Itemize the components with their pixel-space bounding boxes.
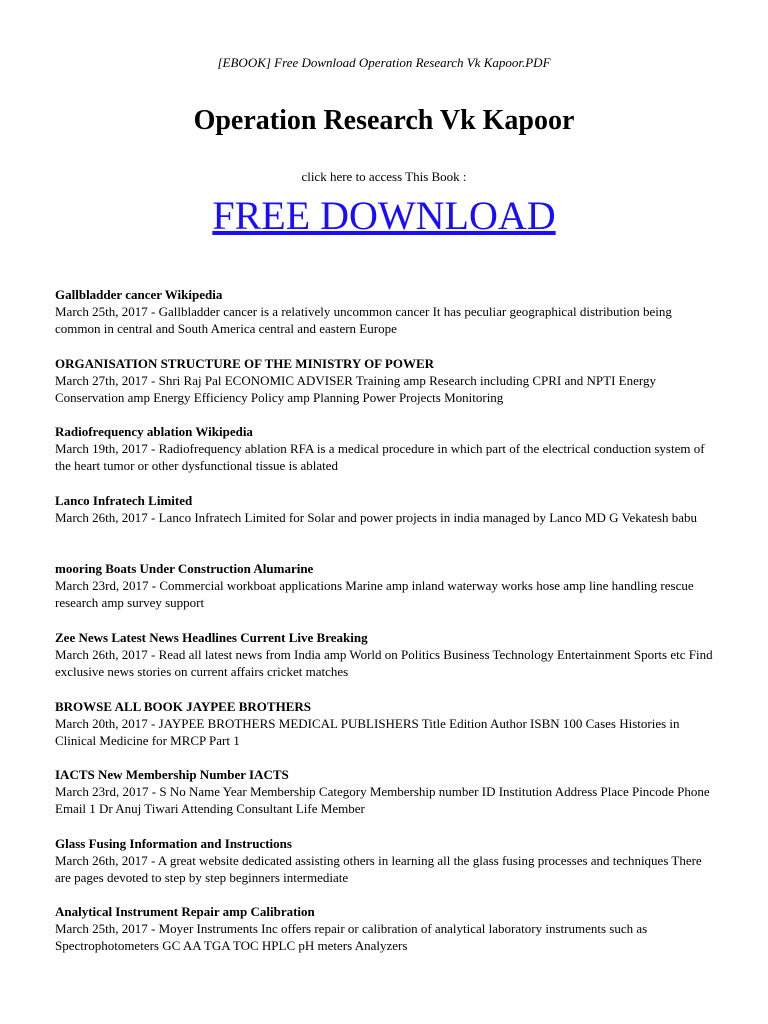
ebook-header: [EBOOK] Free Download Operation Research Vk Kapoor.PDF <box>217 55 551 70</box>
entry-title: mooring Boats Under Construction Alumarine <box>55 561 314 577</box>
entry-description: March 19th, 2017 - Radiofrequency ablation RFA is a medical procedure in which part of the electrical conduction system of the heart tumor or other dysfunctional tissue is ablated <box>55 441 705 474</box>
free-download-link[interactable]: FREE DOWNLOAD <box>212 193 556 238</box>
entry-title: IACTS New Membership Number IACTS <box>55 767 289 783</box>
entry-description: March 27th, 2017 - Shri Raj Pal ECONOMIC ADVISER Training amp Research including CPRI and NPTI Energy Conservation amp Energy Efficiency Policy amp Planning Power Projects Monitoring <box>55 372 656 405</box>
entry-list <box>55 286 715 972</box>
list-item <box>55 903 715 972</box>
entry-title: Radiofrequency ablation Wikipedia <box>55 424 253 440</box>
list-item <box>55 698 715 767</box>
page-title: Operation Research Vk Kapoor <box>193 105 575 136</box>
list-item <box>55 423 715 492</box>
entry-title: Zee News Latest News Headlines Current Live Breaking <box>55 629 368 645</box>
entry-description: March 25th, 2017 - Moyer Instruments Inc offers repair or calibration of analytical laboratory instruments such as Spectrophotometers GC AA TGA TOC HPLC pH meters Analyzers <box>55 921 648 954</box>
entry-title: Analytical Instrument Repair amp Calibration <box>55 904 315 920</box>
list-item <box>55 355 715 424</box>
entry-description: March 26th, 2017 - Read all latest news from India amp World on Politics Business Technology Entertainment Sports etc Find exclusive news stories on current affairs cricket matches <box>55 646 713 679</box>
entry-title: Lanco Infratech Limited <box>55 492 193 508</box>
entry-description: March 20th, 2017 - JAYPEE BROTHERS MEDICAL PUBLISHERS Title Edition Author ISBN 100 Cases Histories in Clinical Medicine for MRCP Part 1 <box>55 715 680 748</box>
list-item <box>55 560 715 629</box>
entry-title: ORGANISATION STRUCTURE OF THE MINISTRY OF POWER <box>55 355 434 371</box>
entry-description: March 23rd, 2017 - Commercial workboat applications Marine amp inland waterway works hose amp line handling rescue research amp survey support <box>55 578 694 611</box>
list-item <box>55 835 715 904</box>
list-item <box>55 629 715 698</box>
list-item <box>55 286 715 355</box>
list-item <box>55 492 715 561</box>
entry-title: Gallbladder cancer Wikipedia <box>55 287 223 302</box>
entry-description: March 26th, 2017 - Lanco Infratech Limited for Solar and power projects in india managed by Lanco MD G Vekatesh babu <box>55 509 697 525</box>
entry-title: BROWSE ALL BOOK JAYPEE BROTHERS <box>55 698 311 714</box>
entry-description: March 26th, 2017 - A great website dedicated assisting others in learning all the glass fusing processes and techniques There are pages devoted to step by step beginners intermediate <box>55 852 702 885</box>
list-item <box>55 766 715 835</box>
entry-description: March 23rd, 2017 - S No Name Year Membership Category Membership number ID Institution Address Place Pincode Phone Email 1 Dr Anuj Tiwari Attending Consultant Life Member <box>55 784 710 817</box>
access-prompt: click here to access This Book : <box>301 169 467 184</box>
entry-title: Glass Fusing Information and Instructions <box>55 835 292 851</box>
entry-description: March 25th, 2017 - Gallbladder cancer is a relatively uncommon cancer It has peculiar geographical distribution being common in central and South America central and eastern Europe <box>55 304 672 336</box>
